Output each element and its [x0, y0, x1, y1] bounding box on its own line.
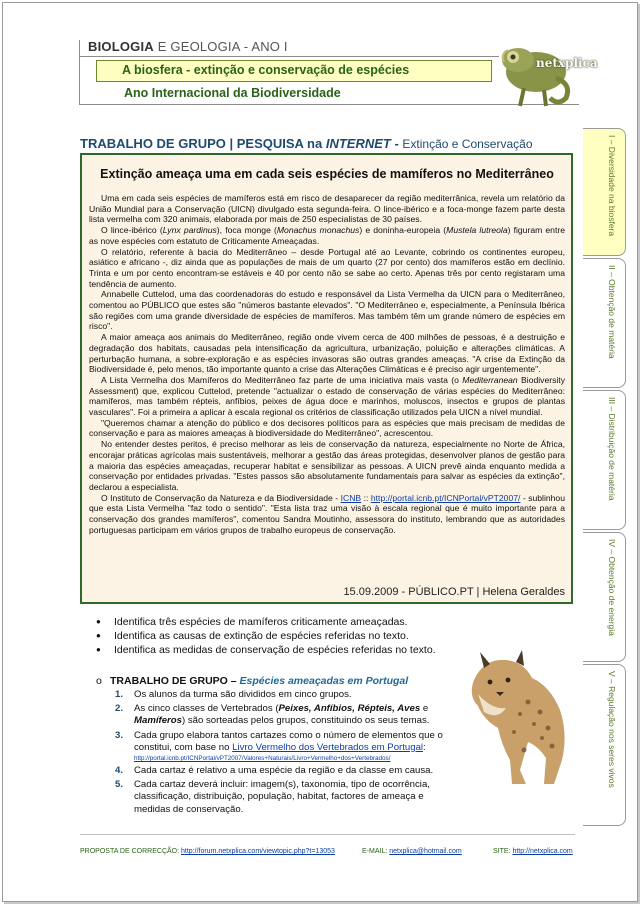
livro-vermelho-link[interactable]: Livro Vermelho dos Vertebrados em Portugal — [232, 741, 424, 753]
icnb-portal-link[interactable]: http://portal.icnb.pt/ICNPortal/vPT2007/ — [370, 492, 521, 503]
article-paragraph: No entender destes peritos, é preciso melhorar as leis de conservação da natureza, especialmente no Norte de África, encorajar práticas agrícolas mais sustentáveis, melhorar a gestão das áreas protegidas, desenvolver planos de gestão para a maioria das espécies ameaçadas, recuperar habitat e sensibilizar as pessoas. A UICN prevê ainda enquanto medida a conservação por entidades privadas. "Estes passos são absolutamente fundamentais para salvar as espécies da extinção", declarou a especialista. — [89, 439, 565, 492]
icnb-link[interactable]: ICNB — [340, 492, 362, 503]
step-text: As cinco classes de Vertebrados ( — [134, 703, 279, 715]
step-item — [115, 689, 447, 701]
subject-rest: E GEOLOGIA - ANO I — [153, 39, 288, 54]
article-paragraph: O relatório, referente à bacia do Mediterrâneo – desde Portugal até ao Levante, cobrindo os continentes europeu, asiático e africano -, diz ainda que as populações de mais de um quarto (27 por cento) dos mamíferos estão em declínio. Trinta e um por cento encontram-se estáveis e 40 por cento não se sabe ao certo. Apenas três por cento registaram uma tendência de aumento. — [89, 246, 565, 289]
text-span: A Lista Vermelha dos Mamíferos do Mediterrâneo faz parte de uma iniciativa mais vasta (o — [101, 374, 463, 385]
footer-correction-label: PROPOSTA DE CORRECÇÃO: — [80, 848, 181, 855]
header-top-rule — [79, 56, 499, 57]
step-text: Os alunos da turma são divididos em cinco grupos. — [134, 689, 352, 700]
topic-banner-text: A biosfera - extinção e conservação de espécies — [122, 63, 410, 77]
subject-heading — [88, 39, 288, 54]
article-paragraph: "Queremos chamar a atenção do público e dos decisores políticos para as espécies que mais precisam de medidas de conservação e para as maiores ameaças à biodiversidade do Mediterrâneo", acrescentou. — [89, 417, 565, 439]
step-text: e — [420, 703, 429, 715]
tab-regulacao[interactable] — [583, 664, 626, 826]
step-number: 1. — [115, 689, 124, 700]
text-span: Biodiversity Assessment) que, explicou Cuttelod, pretende "actualizar o estado de conservação de várias espécies do Mediterrâneo: mamíferos, mas também répteis, anfíbios, peixes de água doce e marinhos, moluscos, insectos e grupos de plantas vasculares". Foi a primeira a aplicar à escala regional os critérios de classificação utilizados pela UICN a nível mundial. — [89, 374, 565, 418]
text-span: ) e doninha-europeia ( — [359, 225, 447, 236]
step-text: Cada cartaz deverá incluir: imagem(s), taxonomia, tipo de ocorrência, classificação, distribuição, população, habitat, factores de ameaça e medidas de conservação. — [134, 779, 430, 815]
tab-distribuicao-materia[interactable] — [583, 390, 626, 530]
text-span: O Instituto de Conservação da Natureza e da Biodiversidade - — [101, 492, 341, 503]
question-list — [96, 615, 516, 657]
article-paragraph: Annabelle Cuttelod, uma das coordenadoras do estudo e responsável da Lista Vermelha da UICN para o Mediterrâneo, comentou ao PÚBLICO que estes são "números bastante elevados". "O Mediterrâneo e, especialmente, a Península Ibérica são regiões com uma grande diversidade de espécies de mamíferos. Mas também têm um grande número de espécies em risco". — [89, 289, 565, 332]
article-paragraph: Uma em cada seis espécies de mamíferos está em risco de desaparecer da região mediterrânica, revela um relatório da União Mundial para a Conservação (UICN) divulgado esta segunda-feira. O lince-ibérico e a foca-monge fazem parte desta lista vermelha com 320 animais, elaborada por mais de 250 especialistas de 30 países. — [89, 193, 565, 225]
group-work-heading — [96, 675, 408, 687]
step-item — [115, 765, 447, 777]
tab-label: III – Distribuição de matéria — [607, 397, 617, 501]
step-number: 4. — [115, 765, 124, 777]
site-link[interactable]: http://netxplica.com — [512, 848, 573, 855]
step-item — [115, 779, 447, 816]
step-number: 2. — [115, 703, 124, 715]
header-left-rule — [79, 40, 80, 104]
tab-label: V – Regulação nos seres vivos — [607, 671, 617, 788]
tab-label: II – Obtenção de matéria — [607, 265, 617, 359]
tab-label: IV – Obtenção de energia — [607, 539, 617, 636]
article-paragraph — [89, 493, 565, 536]
footer-correction — [80, 848, 335, 855]
text-span: ), foca monge ( — [216, 225, 277, 236]
group-work-subtitle: Espécies ameaçadas em Portugal — [239, 675, 409, 687]
footer-email — [362, 848, 462, 855]
text-span: - sublinhou que esta Lista Vermelha "faz todo o sentido". "Esta lista traz uma visão à escala regional que é muito importante para a conservação dos grandes mamíferos", comentou Sandra Moutinho, assessora do instituto, lembrando que as autoridades portuguesas participam em vários grupos de trabalho europeus de conservação. — [89, 492, 565, 535]
article-title: Extinção ameaça uma em cada seis espécies de mamíferos no Mediterrâneo — [100, 167, 554, 181]
tab-diversidade[interactable] — [583, 128, 626, 256]
question-item: ● Identifica três espécies de mamíferos criticamente ameaçadas. — [96, 615, 516, 629]
correction-link[interactable]: http://forum.netxplica.com/viewtopic.php?t=13053 — [181, 848, 335, 855]
work-title-part2: INTERNET — [325, 136, 391, 151]
step-number: 5. — [115, 779, 124, 791]
footer-site-label: SITE: — [493, 848, 513, 855]
tab-label: I – Diversidade na biosfera — [607, 135, 617, 237]
work-title-part1: TRABALHO DE GRUPO | PESQUISA na — [80, 136, 326, 151]
news-article — [80, 153, 573, 604]
vertebrate-classes: Peixes, Anfíbios, Répteis, Aves — [278, 703, 421, 715]
article-body — [89, 193, 565, 536]
question-item: ● Identifica as causas de extinção de espécies referidas no texto. — [96, 629, 516, 643]
text-span: O lince-ibérico ( — [101, 225, 163, 236]
question-item: ● Identifica as medidas de conservação de espécies referidas no texto. — [96, 643, 516, 657]
species-name: Lynx pardinus — [162, 225, 217, 236]
article-paragraph — [89, 375, 565, 418]
species-name: Mustela lutreola — [446, 225, 508, 236]
article-paragraph — [89, 225, 565, 246]
group-work-steps — [115, 689, 447, 818]
footer-email-label: E-MAIL: — [362, 848, 390, 855]
subject-bold: BIOLOGIA — [88, 39, 154, 54]
group-work-title: TRABALHO DE GRUPO – — [110, 675, 240, 687]
footer-site — [493, 848, 573, 855]
work-title-part3: - — [390, 136, 403, 151]
footer-rule — [80, 834, 575, 835]
text-span: :: — [361, 492, 371, 503]
step-text: : — [423, 741, 426, 753]
lynx-illustration — [454, 650, 578, 788]
email-link[interactable]: netxplica@hotmail.com — [389, 848, 462, 855]
topic-banner — [96, 60, 492, 82]
tab-obtencao-materia[interactable] — [583, 258, 626, 388]
livro-vermelho-url[interactable]: http://portal.icnb.pt/ICNPortal/vPT2007/Valores+Naturais/Livro+Vermelho+dos+Vertebrados/ — [134, 755, 391, 763]
tab-obtencao-energia[interactable] — [583, 532, 626, 662]
step-item — [115, 730, 447, 763]
italic-term: Mediterranean — [462, 374, 518, 385]
text-span: ) figuram entre as nove espécies com estatuto de Criticamente Ameaçadas. — [89, 225, 565, 246]
article-source: 15.09.2009 - PÚBLICO.PT | Helena Geraldes — [343, 586, 565, 598]
logo-text: netxplica — [536, 56, 598, 70]
year-subtitle: Ano Internacional da Biodiversidade — [124, 86, 341, 100]
step-item — [115, 703, 447, 727]
article-paragraph: A maior ameaça aos animais do Mediterrâneo, região onde vivem cerca de 400 milhões de pessoas, é a destruição e degradação dos habitats, causadas pela intensificação da agricultura, urbanização, poluição e alterações climáticas. A perturbação humana, a sobre-exploração e as espécies invasoras são outras grandes ameaças. "A crise da Extinção da Biodiversidade é, pelo menos, tão importante quanto a crise das Alterações Climáticas e é preciso agir urgentemente". — [89, 332, 565, 375]
step-number: 3. — [115, 729, 124, 741]
step-text: Cada grupo elabora tantos cartazes como o número de elementos que o constitui, com base no — [134, 729, 443, 753]
work-title — [80, 136, 533, 151]
step-text: Cada cartaz é relativo a uma espécie da região e da classe em causa. — [134, 765, 434, 777]
step-text: ) são sorteadas pelos grupos, constituindo os seus temas. — [181, 715, 430, 727]
group-work-marker: o — [96, 675, 102, 687]
work-title-part4: Extinção e Conservação — [402, 137, 533, 151]
species-name: Monachus monachus — [276, 225, 360, 236]
vertebrate-class-last: Mamíferos — [134, 715, 182, 727]
